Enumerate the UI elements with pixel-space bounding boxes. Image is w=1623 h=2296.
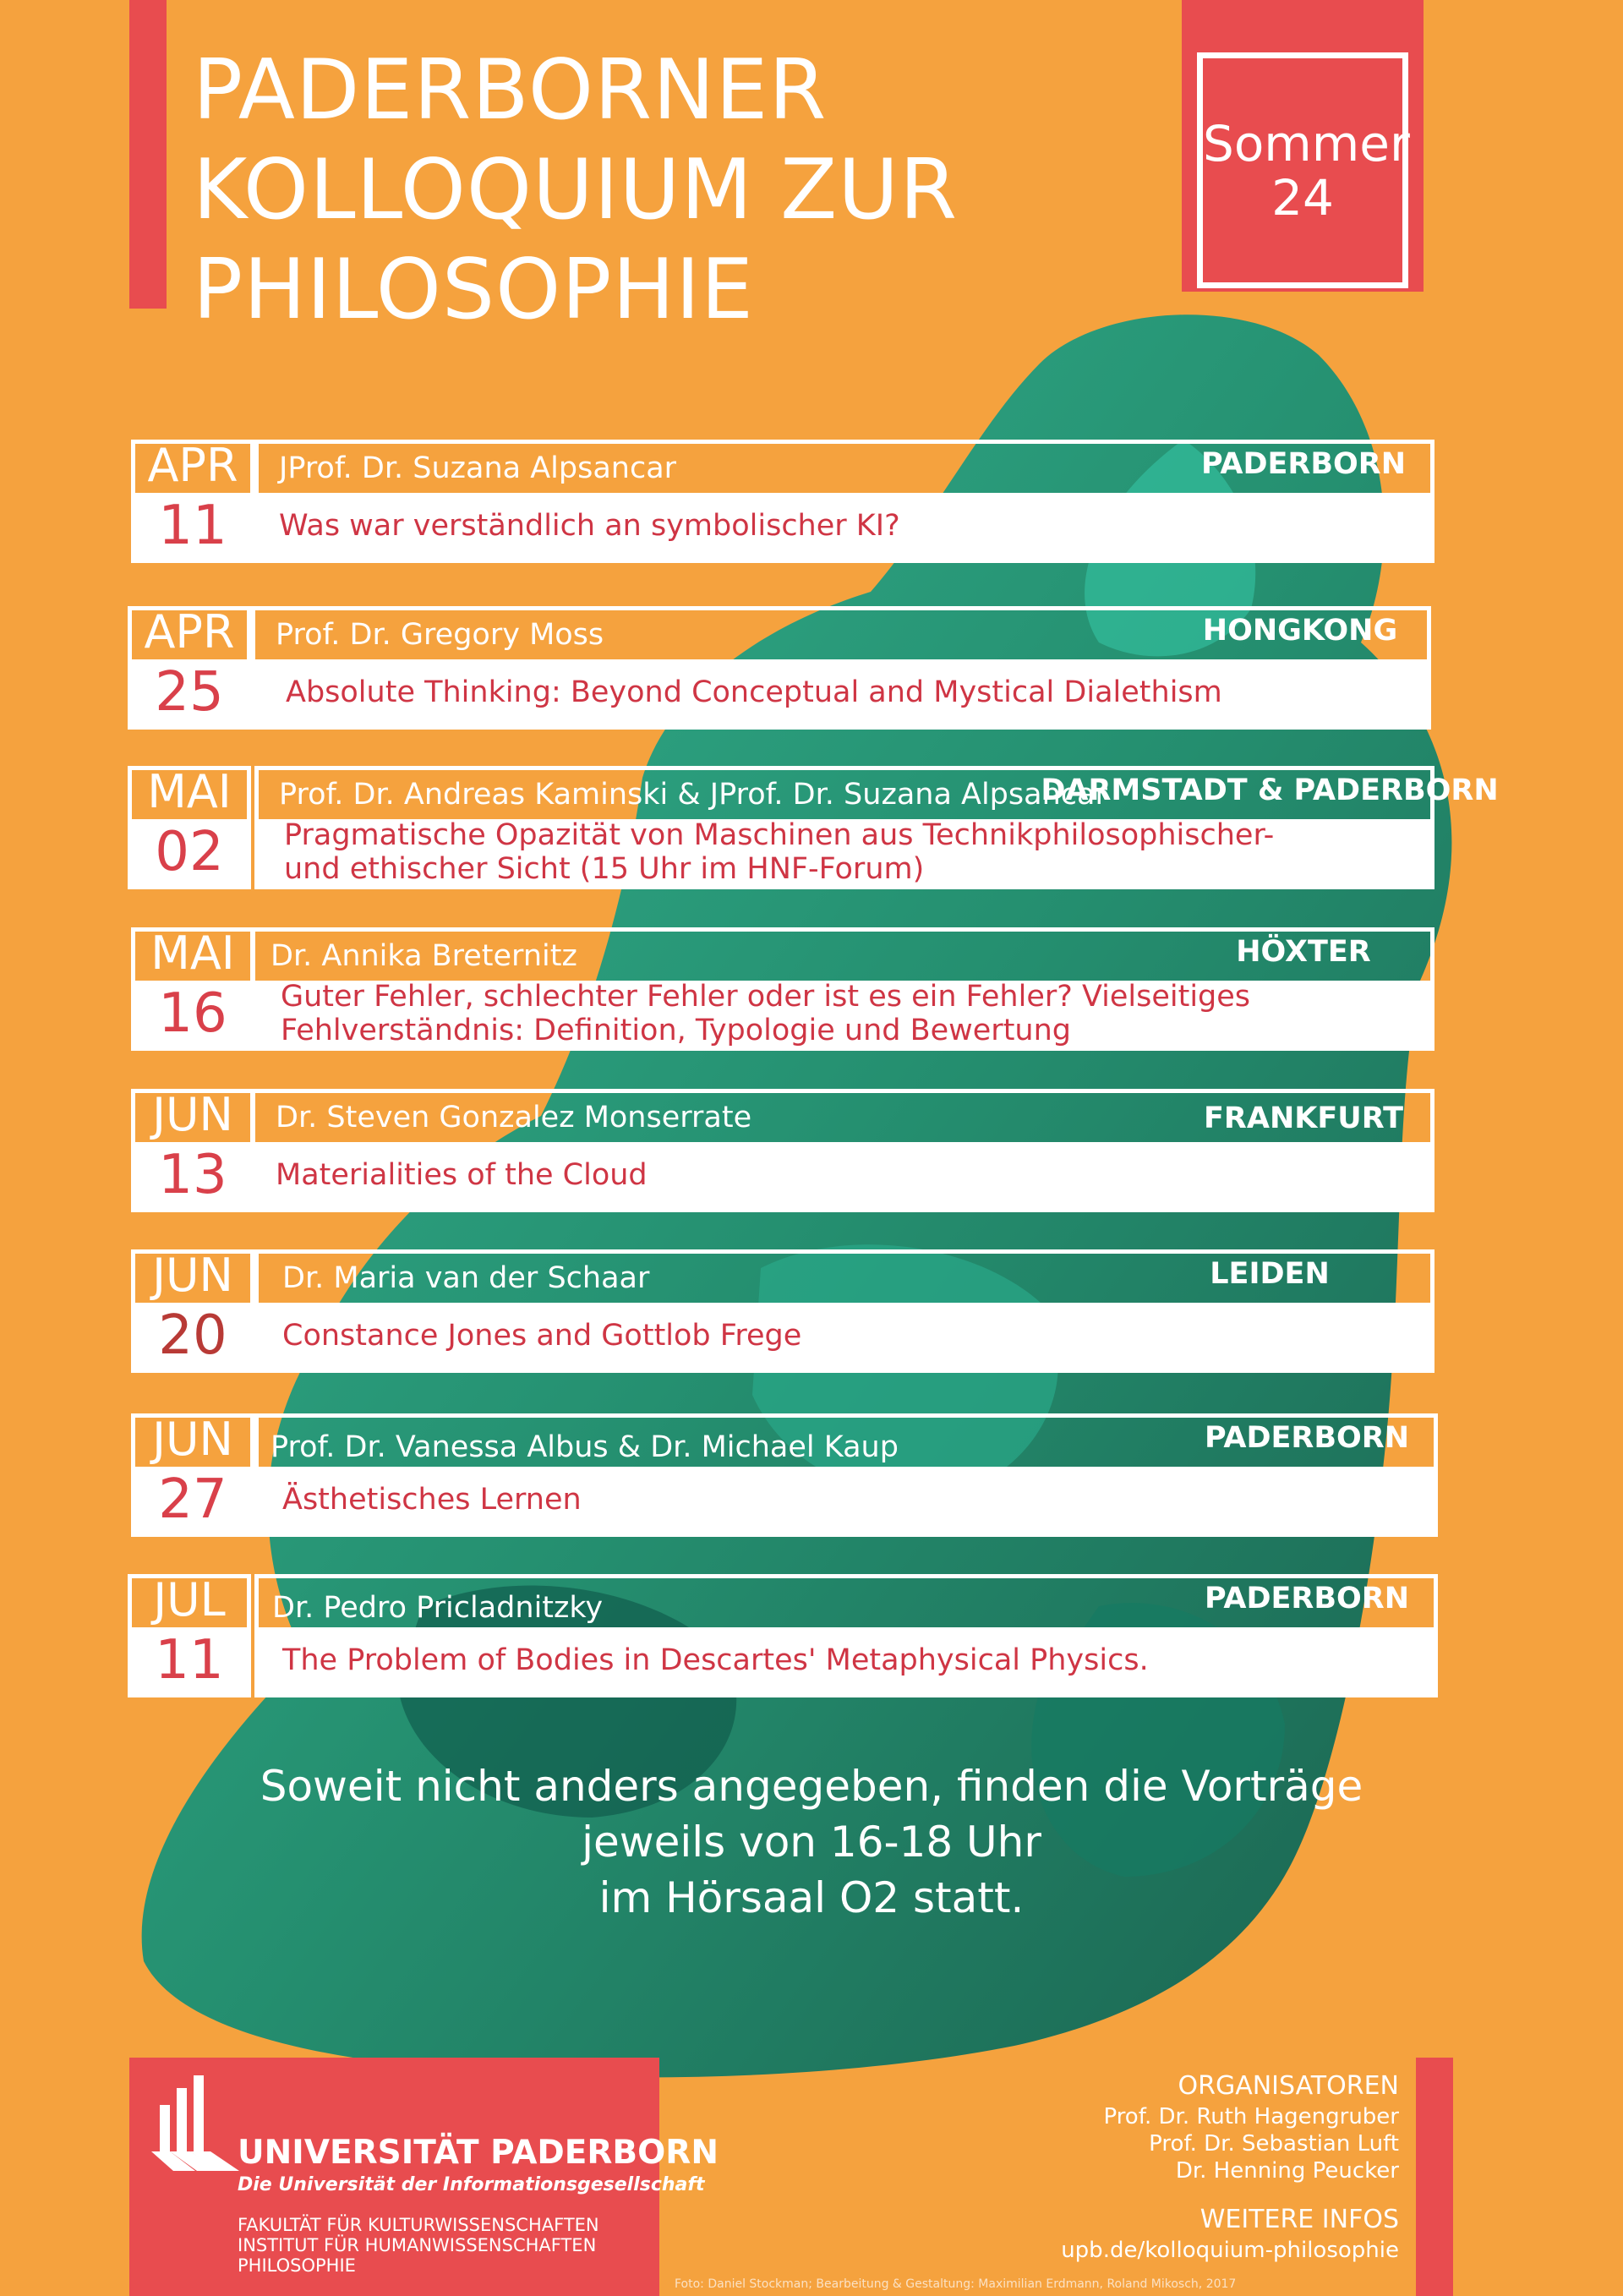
- event-card: [254, 1413, 1438, 1537]
- event-city: PADERBORN: [1204, 1421, 1410, 1455]
- faculty-line-3: PHILOSOPHIE: [238, 2255, 356, 2276]
- event-card: [254, 1249, 1434, 1373]
- event-body: [259, 1303, 1430, 1369]
- more-info-url[interactable]: upb.de/kolloquium-philosophie: [1061, 2238, 1399, 2263]
- event-month: MAI: [150, 927, 235, 980]
- event-month: JUN: [152, 1413, 233, 1466]
- event-speaker: Dr. Steven Gonzalez Monserrate: [276, 1101, 752, 1134]
- event-day: 13: [135, 1142, 250, 1208]
- left-accent-bar: [129, 0, 167, 309]
- event-card: [251, 927, 1434, 1051]
- event-card: [254, 766, 1499, 889]
- event-month: APR: [147, 439, 238, 492]
- event-body: [259, 1627, 1434, 1693]
- event-body: [259, 819, 1430, 885]
- photo-credit: Foto: Daniel Stockman; Bearbeitung & Gestaltung: Maximilian Erdmann, Roland Mikosch, 2017: [675, 2277, 1237, 2291]
- event-item: [0, 927, 1623, 1056]
- event-item: [0, 766, 1623, 894]
- event-card: [254, 1574, 1438, 1697]
- event-city: DARMSTADT & PADERBORN: [1041, 774, 1499, 807]
- faculty-info: [238, 2215, 599, 2276]
- event-city: LEIDEN: [1210, 1257, 1330, 1291]
- event-date: [128, 766, 251, 889]
- event-day: 16: [135, 981, 250, 1047]
- event-city: FRANKFURT: [1204, 1102, 1403, 1135]
- event-title: Was war verständlich an symbolischer KI?: [279, 509, 900, 543]
- event-city: PADERBORN: [1200, 447, 1407, 481]
- event-title: Ästhetisches Lernen: [282, 1483, 582, 1517]
- event-date: [131, 440, 254, 563]
- venue-info: [0, 1758, 1623, 1926]
- event-city: HONGKONG: [1202, 614, 1398, 648]
- event-body: [255, 981, 1430, 1047]
- event-title: Guter Fehler, schlechter Fehler oder ist es ein Fehler? Vielseitiges Fehlverständnis: Definition, Typologie und Bewertung: [281, 980, 1251, 1047]
- venue-info-line-2: jeweils von 16-18 Uhr: [582, 1818, 1041, 1867]
- organizers-heading: ORGANISATOREN: [1178, 2071, 1399, 2101]
- event-day: 11: [135, 493, 250, 559]
- title-line-1: PADERBORNER: [193, 42, 828, 139]
- event-month: JUL: [153, 1573, 226, 1626]
- event-date: [131, 1249, 254, 1373]
- university-name: UNIVERSITÄT PADERBORN: [238, 2134, 719, 2172]
- venue-info-line-3: im Hörsaal O2 statt.: [598, 1873, 1025, 1922]
- event-month: JUN: [152, 1249, 233, 1302]
- event-item: [0, 606, 1623, 735]
- event-speaker: JProf. Dr. Suzana Alpsancar: [279, 451, 677, 485]
- event-day: 20: [135, 1303, 250, 1369]
- organizers-block: [1061, 2069, 1399, 2264]
- event-month: APR: [144, 605, 235, 659]
- venue-info-line-1: Soweit nicht anders angegeben, finden die Vorträge: [260, 1762, 1363, 1811]
- more-info-heading: WEITERE INFOS: [1199, 2205, 1399, 2234]
- event-speaker: Dr. Maria van der Schaar: [282, 1261, 650, 1295]
- event-title: Materialities of the Cloud: [276, 1158, 648, 1192]
- event-date: [131, 927, 254, 1051]
- event-card: [251, 606, 1431, 730]
- event-city: PADERBORN: [1204, 1582, 1410, 1615]
- event-date: [128, 1574, 251, 1697]
- title-line-2: KOLLOQUIUM ZUR: [193, 142, 959, 238]
- event-title: Absolute Thinking: Beyond Conceptual and Mystical Dialethism: [286, 675, 1222, 709]
- event-body: [255, 659, 1427, 725]
- season-name: Sommer: [1203, 114, 1410, 172]
- event-speaker: Prof. Dr. Andreas Kaminski & JProf. Dr. Suzana Alpsancar: [279, 778, 1107, 812]
- event-month: JUN: [152, 1088, 233, 1141]
- event-title: Pragmatische Opazität von Maschinen aus Technikphilosophischer- und ethischer Sicht (15 Uhr im HNF-Forum): [284, 818, 1275, 886]
- faculty-line-2: INSTITUT FÜR HUMANWISSENSCHAFTEN: [238, 2235, 597, 2255]
- event-day: 11: [132, 1627, 247, 1693]
- right-accent-bar: [1416, 2058, 1453, 2296]
- event-day: 27: [135, 1467, 250, 1533]
- event-month: MAI: [147, 765, 232, 818]
- event-item: [0, 1413, 1623, 1542]
- event-item: [0, 1574, 1623, 1703]
- event-card: [251, 1089, 1434, 1212]
- title-line-3: PHILOSOPHIE: [193, 242, 754, 338]
- event-day: 25: [132, 659, 247, 725]
- event-body: [259, 493, 1430, 559]
- event-speaker: Prof. Dr. Vanessa Albus & Dr. Michael Kaup: [270, 1430, 899, 1464]
- faculty-line-1: FAKULTÄT FÜR KULTURWISSENSCHAFTEN: [238, 2215, 599, 2235]
- event-body: [255, 1142, 1430, 1208]
- season-year: 24: [1271, 168, 1334, 227]
- event-date: [131, 1089, 254, 1212]
- university-block: [129, 2058, 719, 2296]
- season-badge: [1182, 0, 1424, 292]
- university-logo-icon: [148, 2071, 241, 2173]
- event-date: [131, 1413, 254, 1537]
- season-frame: [1197, 52, 1408, 288]
- event-speaker: Dr. Annika Breternitz: [270, 939, 577, 973]
- event-city: HÖXTER: [1236, 935, 1371, 969]
- event-speaker: Dr. Pedro Pricladnitzky: [272, 1591, 604, 1625]
- page-title: [193, 41, 958, 340]
- event-item: [0, 1249, 1623, 1378]
- event-day: 02: [132, 819, 247, 885]
- event-title: The Problem of Bodies in Descartes' Metaphysical Physics.: [282, 1643, 1149, 1677]
- event-speaker: Prof. Dr. Gregory Moss: [276, 618, 604, 652]
- event-body: [259, 1467, 1434, 1533]
- event-date: [128, 606, 251, 730]
- organizer-name: Prof. Dr. Sebastian Luft: [1149, 2131, 1399, 2157]
- event-title: Constance Jones and Gottlob Frege: [282, 1319, 802, 1353]
- organizer-name: Prof. Dr. Ruth Hagengruber: [1103, 2104, 1399, 2129]
- event-item: [0, 440, 1623, 568]
- event-card: [254, 440, 1434, 563]
- organizer-name: Dr. Henning Peucker: [1175, 2158, 1399, 2184]
- event-item: [0, 1089, 1623, 1217]
- university-subtitle: Die Universität der Informationsgesellschaft: [238, 2174, 705, 2195]
